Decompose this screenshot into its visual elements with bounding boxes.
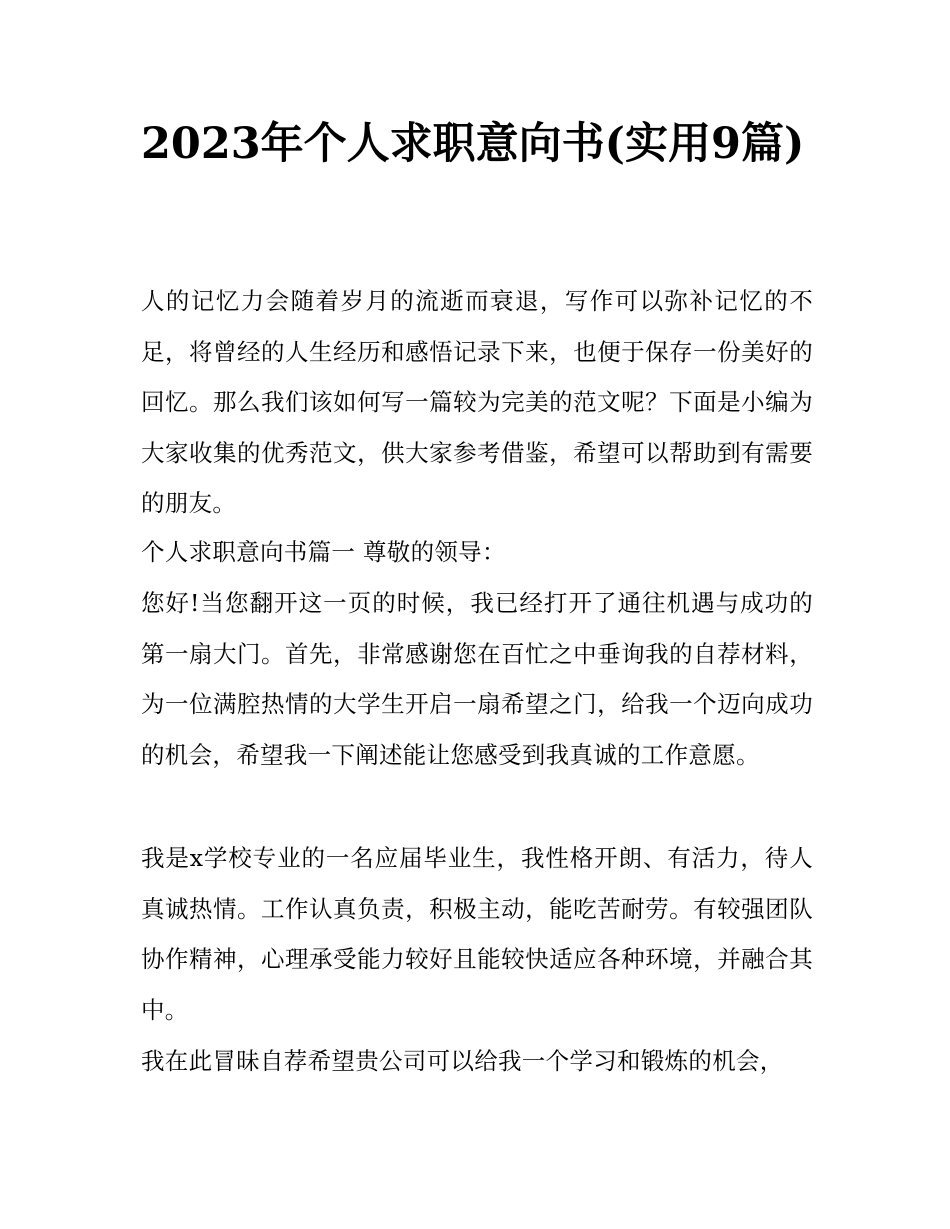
body-paragraph-request: 我在此冒昧自荐希望贵公司可以给我一个学习和锻炼的机会， — [141, 1047, 784, 1075]
body-paragraph-greeting: 您好!当您翻开这一页的时候，我已经打开了通往机遇与成功的第一扇大门。首先，非常感谢您在百忙之中垂询我的自荐材料，为一位满腔热情的大学生开启一扇希望之门，给我一个迈向成功的机会，希望我一下阐述能让您感受到我真诚的工作意愿。 — [141, 589, 813, 769]
section-heading-paragraph: 个人求职意向书篇一 尊敬的领导： — [141, 538, 506, 566]
intro-paragraph: 人的记忆力会随着岁月的流逝而衰退，写作可以弥补记忆的不足，将曾经的人生经历和感悟记录下来，也便于保存一份美好的回忆。那么我们该如何写一篇较为完美的范文呢？下面是小编为大家收集的优秀范文，供大家参考借鉴，希望可以帮助到有需要的朋友。 — [141, 287, 813, 517]
document-title: 2023年个人求职意向书(实用9篇) — [141, 119, 805, 169]
body-paragraph-self-intro: 我是x学校专业的一名应届毕业生，我性格开朗、有活力，待人真诚热情。工作认真负责，积极主动，能吃苦耐劳。有较强团队协作精神，心理承受能力较好且能较快适应各种环境，并融合其中。 — [141, 844, 813, 1024]
